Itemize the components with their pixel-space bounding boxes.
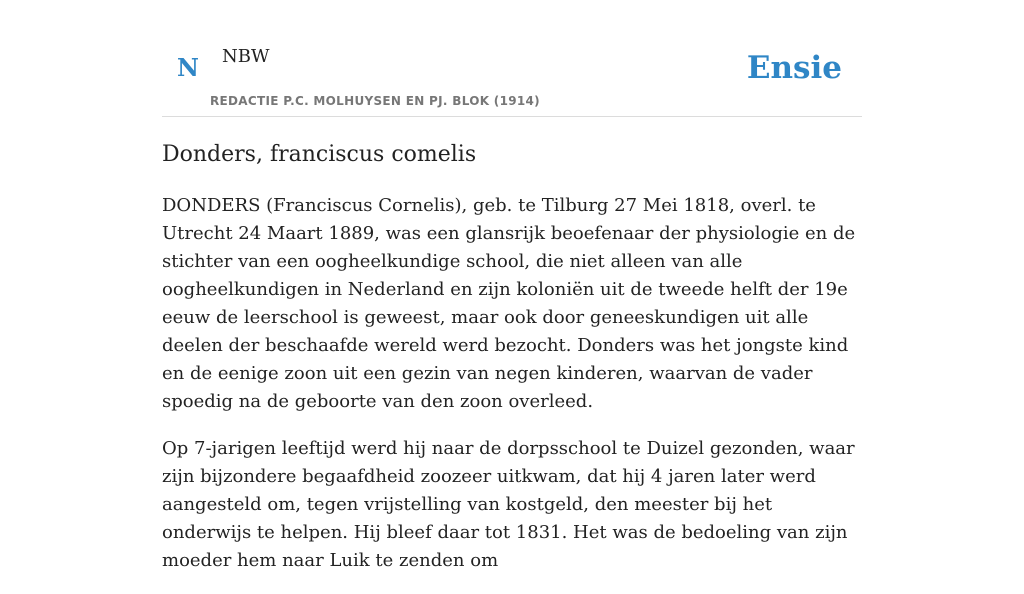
source-name-link[interactable]: NBW bbox=[222, 46, 270, 67]
article-paragraph: DONDERS (Franciscus Cornelis), geb. te Tilburg 27 Mei 1818, overl. te Utrecht 24 Maart 1889, was een glansrijk beoefenaar der physiologie en de stichter van een oogheelkundige school, die niet alleen van alle oogheelkundigen in Nederland en zijn koloniën uit de tweede helft der 19e eeuw de leerschool is geweest, maar ook door geneeskundigen uit alle deelen der beschaafde wereld werd bezocht. Donders was het jongste kind en de eenige zoon uit een gezin van negen kinderen, waarvan de vader spoedig na de geboorte van den zoon overleed. bbox=[162, 195, 856, 412]
brand-logo[interactable]: Ensie bbox=[746, 50, 842, 86]
source-subtitle: REDACTIE P.C. MOLHUYSEN EN PJ. BLOK (1914) bbox=[210, 94, 540, 108]
article-body bbox=[162, 192, 862, 594]
source-header bbox=[162, 0, 862, 117]
article-title: Donders, franciscus comelis bbox=[162, 142, 477, 167]
source-logo[interactable]: N bbox=[177, 53, 199, 82]
article-paragraph: Op 7-jarigen leeftijd werd hij naar de dorpsschool te Duizel gezonden, waar zijn bijzondere begaafdheid zoozeer uitkwam, dat hij 4 jaren later werd aangesteld om, tegen vrijstelling van kostgeld, den meester bij het onderwijs te helpen. Hij bleef daar tot 1831. Het was de bedoeling van zijn moeder hem naar Luik te zenden om bbox=[162, 438, 855, 571]
